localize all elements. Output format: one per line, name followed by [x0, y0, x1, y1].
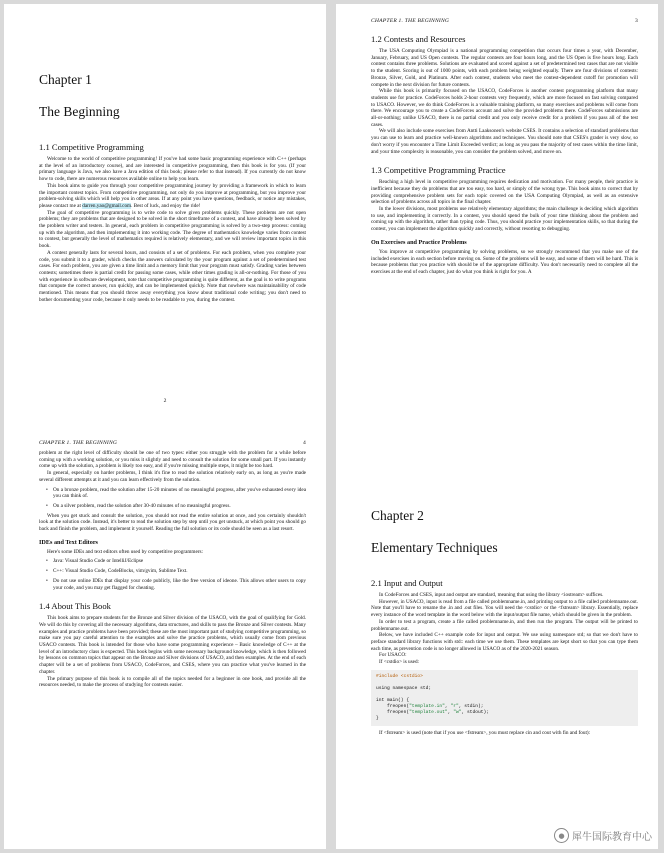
page-5	[336, 426, 658, 849]
paragraph: While this book is primarily focused on the USACO, CodeForces is another contest programming platform that many students use for practice. CodeForces holds 2-hour contests very frequently, which are more focused on fast solving compared to USACO. However, we do think CodeForces is a valuable training platform, so many exercises and problems will come from there. We encourage you to create a CodeForces account and solve the provided problems there. CodeForces submissions are all-or-nothing; unlike USACO, there is no partial credit and you only receive credit for a problem if you pass all of the test cases.	[371, 88, 638, 128]
running-head: CHAPTER 1. THE BEGINNING 3	[371, 18, 638, 24]
paragraph: This book aims to prepare students for the Bronze and Silver division of the USACO, with the goal of qualifying for Gold. We will do this by covering all the necessary algorithms, data structures, and skills to pass the Bronze and Silver contests. Many examples and practice problems have been provided; these are the most important part of studying competitive programming, so make sure you pay careful attention to the examples and solve the practice problems, which usually come from previous USACO contests. This book is intended for those who have some programming experience – Basic knowledge of C++ at the level of an introductory class is expected. This book begins with some necessary background knowledge, which is then followed by lessons on common topics that appear on the Bronze and Silver divisions of USACO, and then examples. At the end of each chapter will be a set of problems from USACO, CodeForces, and CSES, where you can practice what you've learned in the chapter.	[39, 615, 306, 675]
paragraph: This book aims to guide you through your competitive programming journey by providing a framework in which to learn the important contest topics. From competitive programming, not only do you improve at programming, but you improve your problem-solving skills which will help you in other areas. If at any point you have questions, feedback, or notice any mistakes, please contact me at darren.yao@gmail.com. Best of luck, and enjoy the ride!	[39, 182, 306, 209]
watermark-text: 犀牛国际教育中心	[572, 832, 652, 843]
subsection-heading: IDEs and Text Editors	[39, 538, 98, 546]
list-item: • On a silver problem, read the solution after 30-40 minutes of no meaningful progress.	[53, 503, 306, 510]
paragraph: Reaching a high level in competitive programming requires dedication and motivation. For many people, their practice is inefficient because they do problems that are too easy, too hard, or simply of the wrong type. This book aims to correct that by providing comprehensive problem sets for each topic covered on the USA Computing Olympiad, as well as an extensive selection of problems across all topics in the final chapter.	[371, 179, 638, 206]
paragraph: problem at the right level of difficulty should be one of two types: either you struggle with the problem for a while before coming up with a working solution, or you miss it slightly and need to consult the solution for some small part. If you instantly come up with the solution, a problem is likely too easy, and if you're missing multiple steps, it might be too hard.	[39, 450, 306, 470]
paragraph: Below, we have included C++ example code for input and output. We use using namespace std; so that we don't have to preface standard library functions with std:: each time we use them. These templates are kept short so that you can type them each time, as prevention code is no longer allowed in USACO as of the 2020-2021 season.	[371, 632, 638, 652]
chapter-number: Chapter 1	[39, 72, 92, 87]
paragraph: For USACO:	[379, 652, 407, 659]
list-item: • C++: Visual Studio Code, CodeBlocks, vim/gvim, Sublime Text.	[53, 568, 306, 575]
page-2	[4, 4, 326, 426]
watermark	[554, 828, 652, 843]
chapter-title: Elementary Techniques	[371, 540, 498, 555]
chapter-number: Chapter 2	[371, 508, 424, 523]
section-heading: 1.1 Competitive Programming	[39, 142, 144, 152]
section-heading: 1.2 Contests and Resources	[371, 34, 466, 44]
list-item: • Do not use online IDEs that display your code publicly, like the free version of ideone. This allows other users to copy your code, and you may get flagged for cheating.	[53, 578, 306, 591]
section-heading: 1.3 Competitive Programming Practice	[371, 165, 506, 176]
paragraph: If <cstdio> is used:	[379, 659, 419, 666]
page-3	[336, 4, 658, 426]
paragraph: The primary purpose of this book is to compile all of the topics needed for a beginner in one book, and provide all the resources needed, to make the process of studying for contests easier.	[39, 675, 306, 689]
paragraph: In general, especially on harder problems, I think it's fine to read the solution relatively early on, as long as you're made several different attempts at it and you can learn effectively from the solution.	[39, 470, 306, 483]
wechat-icon: ●	[554, 828, 569, 843]
paragraph: A contest generally lasts for several hours, and consists of a set of problems. For each problem, when you complete your code, you submit it to a grader, which checks the answers calculated by the your program against a set of predetermined test cases. For each problem, you are given a time limit and a memory limit that your program must satisfy. Grading varies between contests; sometimes there is partial credit for passing some cases, while other times grading is all-or-nothing. For those of you with experience in software development, note that competitive programming is quite different, as the goal is to write programs that compute the correct answer, run quickly, and can be implemented quickly. Note that nowhere was maintainability of code mentioned. This means that you should throw away everything you know about traditional code writing; you don't need to bother documenting your code, because it only needs to be readable to you, during the contest.	[39, 249, 306, 303]
paragraph: In CodeForces and CSES, input and output are standard, meaning that using the library <iostream> suffices.	[379, 592, 604, 598]
chapter-title: The Beginning	[39, 104, 120, 119]
paragraph: We will also include some exercises from Antti Laaksonen's website CSES. It contains a selection of standard problems that you can use to learn and practice well-known algorithms and techniques. You should note that CSES's grader is very slow, so don't worry if you encounter a Time Limit Exceeded verdict; as long as you pass the majority of test cases within the time limit, and your time complexity is reasonable, you can consider the problem solved, and move on.	[371, 128, 638, 155]
paragraph: Welcome to the world of competitive programming! If you've had some basic programming experience with C++ (perhaps at the level of an introductory course), and are interested in competitive programming, then this book is for you. (If your primary language is Java, we also have a Java edition of this book; please refer to that instead). If you currently do not know how to code, there are numerous resources available online to help you learn.	[39, 156, 306, 183]
paragraph: If <fstream> is used (note that if you use <fstream>, you must replace cin and cout with fin and fout):	[379, 729, 591, 736]
subsection-heading: On Exercises and Practice Problems	[371, 238, 467, 246]
code-block: #include <cstdio> using namespace std; int main() { freopen("template.in", "r", stdin); freopen("template.out", "w", stdout); }	[371, 670, 638, 726]
paragraph: In the lower divisions, most problems use relatively elementary algorithms; the main challenge is deciding which algorithm to use, and implementing it correctly. In a contest, you should spend the bulk of your time thinking about the problem and coming up with the algorithm, rather than typing code. Thus, you should practice your implementation skills, so that during the contest, you can implement the algorithm quickly and correctly, without resorting to debugging.	[371, 206, 638, 233]
paragraph: The goal of competitive programming is to write code to solve given problems quickly. These problems are not open problems; they are problems that are designed to be solved in the short timeframe of a contest, and have already been solved by the problem writer and testers. In general, each problem in competitive programming is solved by a two-step process: coming up with the algorithm, and then implementing it into working code. The degree of mathematics knowledge varies from contest to contest, but generally the level of mathematics required is relatively elementary, and we will review important topics in this book.	[39, 209, 306, 250]
paragraph: In order to test a program, create a file called problemname.in, and then run the program. The output will be printed to problemname.out.	[371, 618, 638, 632]
section-heading: 2.1 Input and Output	[371, 578, 443, 588]
page-number: 2	[163, 398, 167, 404]
paragraph: However, in USACO, input is read from a file called problemname.in, and printing output to a file called problemname.out. Note that you'll have to rename the .in and .out files. You will need the <cstdio> or the <fstream> library. Essentially, replace every instance of the word template in the word below with the input/output file name, which should be given in the problem.	[371, 598, 638, 619]
paragraph: Here's some IDEs and text editors often used by competitive programmers:	[47, 548, 203, 555]
section-heading: 1.4 About This Book	[39, 601, 111, 612]
list-item: • On a bronze problem, read the solution after 15-20 minutes of no meaningful progress, after you've exhausted every idea you can think of.	[53, 487, 306, 500]
list-item: • Java: Visual Studio Code or IntelliJ/Eclipse	[53, 558, 306, 565]
running-head: CHAPTER 1. THE BEGINNING 4	[39, 440, 306, 446]
page-4	[4, 426, 326, 849]
paragraph: You improve at competitive programming by solving problems, so we strongly recommend that you make use of the included exercises in each section before moving on. Some of the problems will be easy, and some of them will be hard. This is because problems that you practice with should be of the appropriate difficulty. You don't necessarily need to complete all the exercises at the end of each chapter, just do what you think is right for you. A	[371, 248, 638, 275]
email-link[interactable]: darren.yao@gmail.com	[82, 202, 132, 209]
paragraph: When you get stuck and consult the solution, you should not read the entire solution at once, and you certainly shouldn't look at the solution code. Instead, it's better to read the solution step by step until you get unstuck, at which point you should go back and finish the problem, and implement it yourself. Reading the full solution or its code should be seen as a last resort.	[39, 512, 306, 533]
paragraph: The USA Computing Olympiad is a national programming competition that occurs four times a year, with December, January, February, and US Open contests. The regular contests are four hours long, and the US Open is five hours long. Each contest contains three problems. Solutions are evaluated and scored against a set of predetermined test cases that are not visible to the student. Scoring is out of 1000 points, with each problem being weighted equally. There are four divisions of contests: Bronze, Silver, Gold, and Platinum. After each contest, students who meet the contest-dependent cutoff for promotion will compete in the next division for future contests.	[371, 48, 638, 88]
